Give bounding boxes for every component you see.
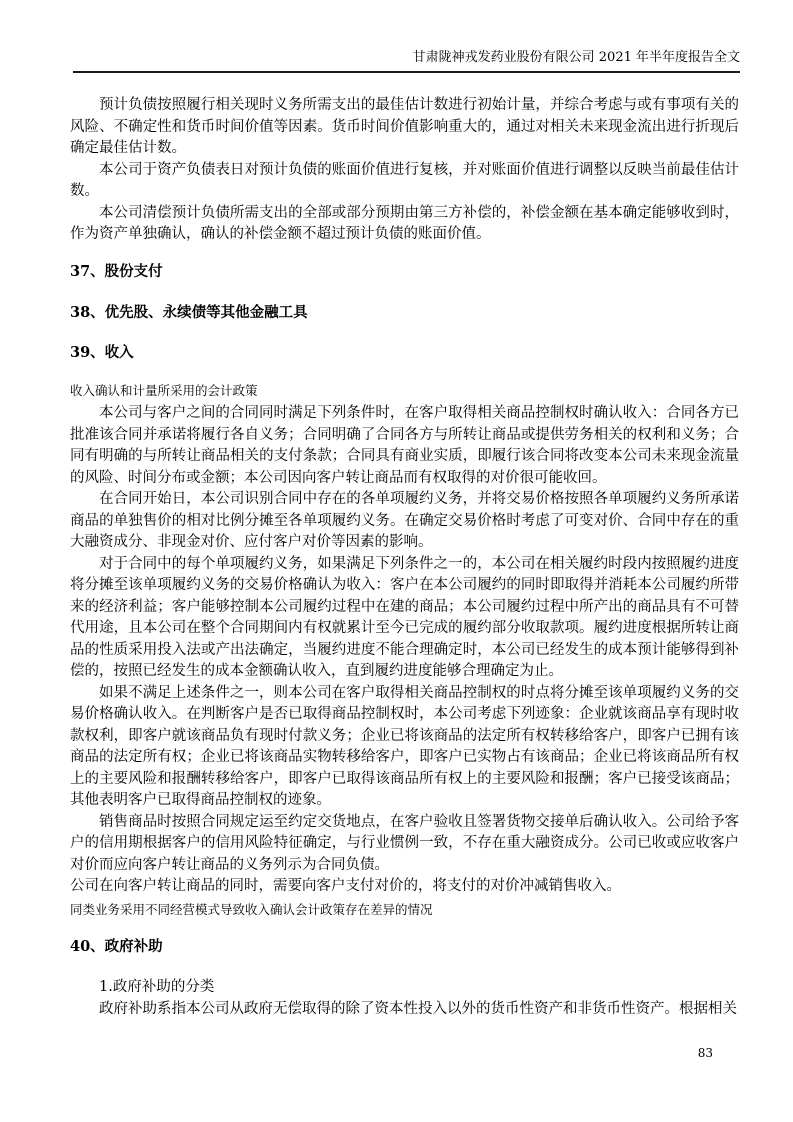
page-header	[73, 0, 740, 73]
paragraph-provision-compensation: 本公司清偿预计负债所需支出的全部或部分预期由第三方补偿的，补偿金额在基本确定能够收到时，作为资产单独确认，确认的补偿金额不超过预计负债的账面价值。	[70, 204, 739, 242]
paragraph-provision-review: 本公司于资产负债表日对预计负债的账面价值进行复核，并对账面价值进行调整以反映当前最佳估计数。	[70, 161, 739, 199]
page-number: 83	[697, 1046, 713, 1060]
heading-39-revenue: 39、收入	[70, 343, 134, 361]
subheading-grant-classification: 1.政府补助的分类	[99, 979, 215, 995]
heading-38-preferred-shares-perpetual-bonds: 38、优先股、永续债等其他金融工具	[70, 304, 308, 321]
paragraph-revenue-performance-obligations: 在合同开始日，本公司识别合同中存在的各单项履约义务，并将交易价格按照各单项履约义务所承诺商品的单独售价的相对比例分摊至各单项履约义务。在确定交易价格时考虑了可变对价、合同中存在的重大融资成分、非现金对价、应付客户对价等因素的影响。	[70, 491, 739, 550]
page-body	[70, 95, 739, 1020]
paragraph-revenue-consideration-offset: 公司在向客户转让商品的同时，需要向客户支付对价的，将支付的对价冲减销售收入。	[70, 878, 621, 894]
paragraph-provision-initial-measurement: 预计负债按照履行相关现时义务所需支出的最佳估计数进行初始计量，并综合考虑与或有事项有关的风险、不确定性和货币时间价值等因素。货币时间价值影响重大的，通过对相关未来现金流出进行折现后确定最佳估计数。	[70, 97, 739, 156]
heading-37-share-based-payment: 37、股份支付	[70, 262, 163, 280]
paragraph-grant-definition: 政府补助系指本公司从政府无偿取得的除了资本性投入以外的货币性资产和非货币性资产。根据相关	[99, 1000, 737, 1017]
paragraph-revenue-point-in-time: 如果不满足上述条件之一，则本公司在客户取得相关商品控制权的时点将分摊至该单项履约义务的交易价格确认收入。在判断客户是否已取得商品控制权时，本公司考虑下列迹象：企业就该商品享有现时收款权利，即客户就该商品负有现时付款义务；企业已将该商品的法定所有权转移给客户，即客户已拥有该商品的法定所有权；企业已将该商品实物转移给客户，即客户已实物占有该商品；企业已将该商品所有权上的主要风险和报酬转移给客户，即客户已取得该商品所有权上的主要风险和报酬；客户已接受该商品；其他表明客户已取得商品控制权的迹象。	[70, 684, 739, 808]
heading-40-government-grants: 40、政府补助	[70, 937, 163, 955]
caption-revenue-policy: 收入确认和计量所采用的会计政策	[70, 383, 258, 398]
paragraph-revenue-over-time: 对于合同中的每个单项履约义务，如果满足下列条件之一的，本公司在相关履约时段内按照履约进度将分摊至该单项履约义务的交易价格确认为收入：客户在本公司履约的同时即取得并消耗本公司履约所带来的经济利益；客户能够控制本公司履约过程中在建的商品；本公司履约过程中所产出的商品具有不可替代用途，且本公司在整个合同期间内有权就累计至今已完成的履约部分收取款项。履约进度根据所转让商品的性质采用投入法或产出法确定，当履约进度不能合理确定时，本公司已经发生的成本预计能够得到补偿的，按照已经发生的成本金额确认收入，直到履约进度能够合理确定为止。	[70, 555, 739, 679]
paragraph-revenue-goods-delivery: 销售商品时按照合同规定运至约定交货地点，在客户验收且签署货物交接单后确认收入。公司给予客户的信用期根据客户的信用风险特征确定，与行业惯例一致，不存在重大融资成分。公司已收或应收客户对价而应向客户转让商品的义务列示为合同负债。	[70, 813, 739, 873]
paragraph-revenue-contract-conditions: 本公司与客户之间的合同同时满足下列条件时，在客户取得相关商品控制权时确认收入：合同各方已批准该合同并承诺将履行各自义务；合同明确了合同各方与所转让商品或提供劳务相关的权利和义务；合同有明确的与所转让商品相关的支付条款；合同具有商业实质，即履行该合同将改变本公司未来现金流量的风险、时间分布或金额；本公司因向客户转让商品而有权取得的对价很可能收回。	[70, 405, 739, 486]
report-header-title: 甘肃陇神戎发药业股份有限公司 2021 年半年度报告全文	[412, 50, 740, 65]
caption-revenue-policy-differences: 同类业务采用不同经营模式导致收入确认会计政策存在差异的情况	[70, 901, 433, 917]
